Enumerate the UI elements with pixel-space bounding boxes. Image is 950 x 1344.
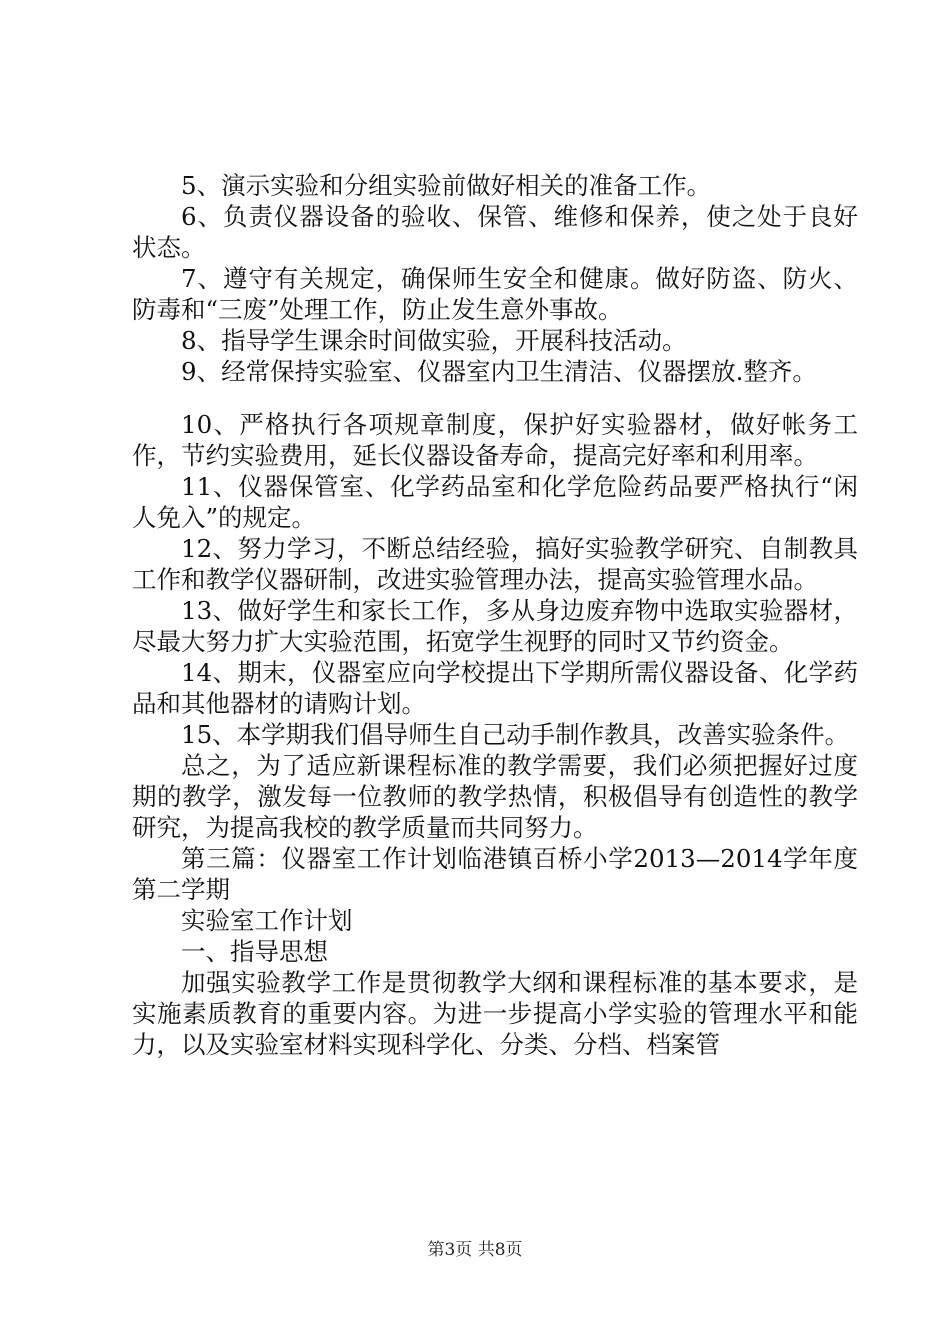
document-body	[132, 170, 858, 1060]
paragraph-item-13: 13、做好学生和家长工作，多从身边废弃物中选取实验器材，尽最大努力扩大实验范围，拓宽学生视野的同时又节约资金。	[132, 596, 858, 656]
paragraph-item-7: 7、遵守有关规定，确保师生安全和健康。做好防盗、防火、防毒和“三废”处理工作，防止发生意外事故。	[132, 264, 858, 324]
paragraph-item-9: 9、经常保持实验室、仪器室内卫生清洁、仪器摆放.整齐。	[181, 357, 817, 386]
paragraph-item-12: 12、努力学习，不断总结经验，搞好实验教学研究、自制教具工作和教学仪器研制，改进实验管理办法，提高实验管理水品。	[132, 534, 858, 594]
paragraph-item-6: 6、负责仪器设备的验收、保管、维修和保养，使之处于良好状态。	[132, 202, 858, 262]
section-heading-guiding-ideas: 一、指导思想	[181, 937, 328, 966]
paragraph-item-10: 10、严格执行各项规章制度，保护好实验器材，做好帐务工作，节约实验费用，延长仪器设备寿命，提高完好率和利用率。	[132, 410, 858, 470]
paragraph-item-15: 15、本学期我们倡导师生自己动手制作教具，改善实验条件。	[181, 720, 850, 749]
paragraph-item-5: 5、演示实验和分组实验前做好相关的准备工作。	[181, 171, 712, 200]
section-subtitle: 实验室工作计划	[181, 906, 353, 935]
paragraph-item-14: 14、期末，仪器室应向学校提出下学期所需仪器设备、化学药品和其他器材的请购计划。	[132, 658, 858, 718]
paragraph-gap	[132, 387, 858, 409]
page-footer: 第3页 共8页	[427, 1240, 523, 1260]
paragraph-item-8: 8、指导学生课余时间做实验，开展科技活动。	[181, 326, 687, 355]
section-heading-part-three: 第三篇：仪器室工作计划临港镇百桥小学2013—2014学年度第二学期	[132, 844, 858, 904]
paragraph-guiding-ideas: 加强实验教学工作是贯彻教学大纲和课程标准的基本要求，是实施素质教育的重要内容。为进一步提高小学实验的管理水平和能力，以及实验室材料实现科学化、分类、分档、档案管	[132, 968, 858, 1059]
paragraph-item-11: 11、仪器保管室、化学药品室和化学危险药品要严格执行“闲人免入”的规定。	[132, 472, 858, 532]
paragraph-summary: 总之，为了适应新课程标准的教学需要，我们必须把握好过度期的教学，激发每一位教师的教学热情，积极倡导有创造性的教学研究，为提高我校的教学质量而共同努力。	[132, 751, 858, 842]
